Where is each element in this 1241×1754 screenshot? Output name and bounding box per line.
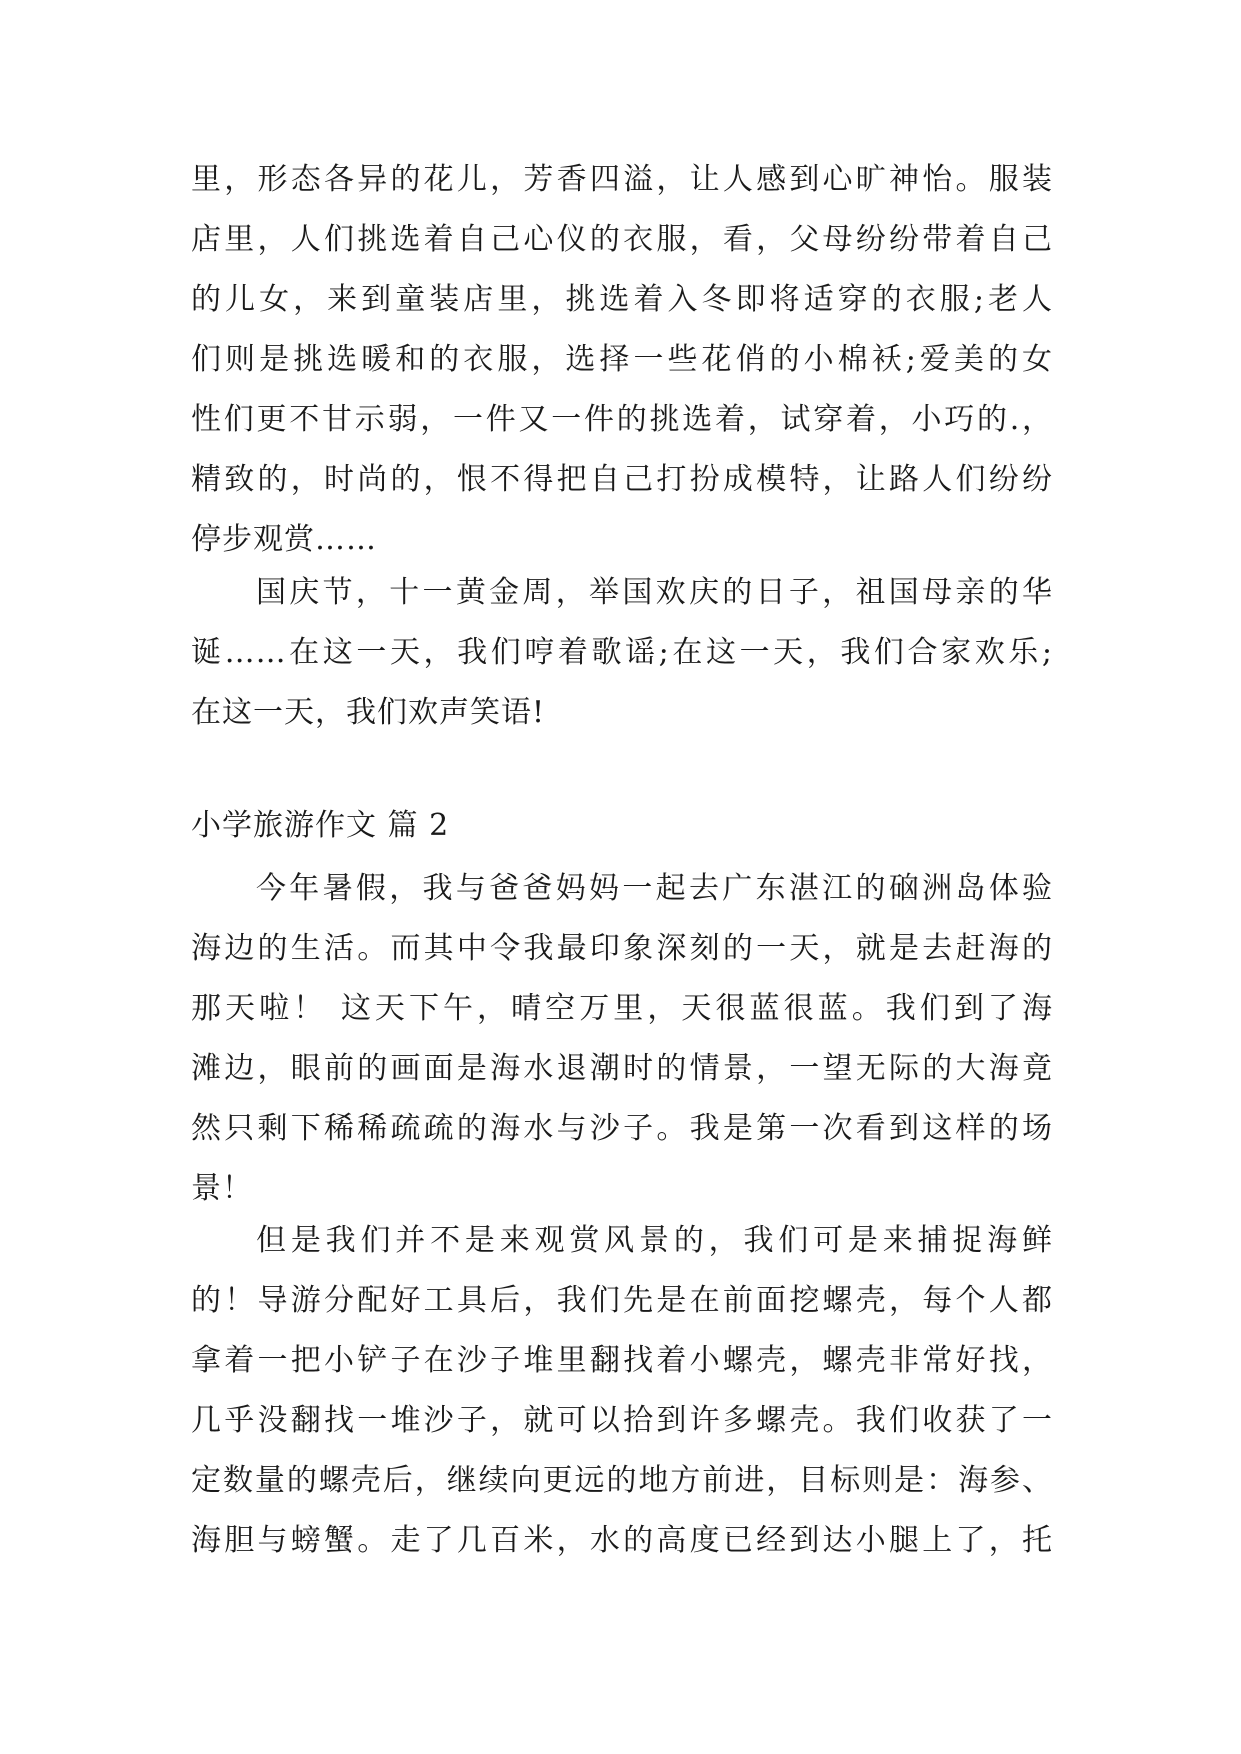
text-line: 滩边，眼前的画面是海水退潮时的情景，一望无际的大海竟 [191,1051,1053,1086]
text-line: 海胆与螃蟹。走了几百米，水的高度已经到达小腿上了，托 [191,1523,1053,1558]
text-line: 国庆节，十一黄金周，举国欢庆的日子，祖国母亲的华 [256,575,1053,610]
text-line: 海边的生活。而其中令我最印象深刻的一天，就是去赶海的 [191,931,1053,966]
text-line: 几乎没翻找一堆沙子，就可以拾到许多螺壳。我们收获了一 [191,1403,1053,1438]
text-line: 诞……在这一天，我们哼着歌谣;在这一天，我们合家欢乐; [191,635,1053,670]
text-line: 但是我们并不是来观赏风景的，我们可是来捕捉海鲜 [256,1223,1053,1258]
paragraph-1 [191,150,1053,570]
paragraph-3 [191,859,1053,1219]
text-line: 精致的，时尚的，恨不得把自己打扮成模特，让路人们纷纷 [191,462,1053,497]
text-line: 今年暑假，我与爸爸妈妈一起去广东湛江的硇洲岛体验 [256,871,1053,906]
text-line: 店里，人们挑选着自己心仪的衣服，看，父母纷纷带着自己 [191,222,1053,257]
text-line: 的！导游分配好工具后，我们先是在前面挖螺壳，每个人都 [191,1283,1053,1318]
text-line: 定数量的螺壳后，继续向更远的地方前进，目标则是：海参、 [191,1463,1053,1498]
section-heading: 小学旅游作文 篇 2 [191,808,450,843]
text-line: 景！ [191,1171,253,1206]
paragraph-2 [191,563,1053,743]
text-line: 拿着一把小铲子在沙子堆里翻找着小螺壳，螺壳非常好找， [191,1343,1053,1378]
text-line: 然只剩下稀稀疏疏的海水与沙子。我是第一次看到这样的场 [191,1111,1053,1146]
text-line: 的儿女，来到童装店里，挑选着入冬即将适穿的衣服;老人 [191,282,1053,317]
text-line: 们则是挑选暖和的衣服，选择一些花俏的小棉袄;爱美的女 [191,342,1053,377]
text-line: 里，形态各异的花儿，芳香四溢，让人感到心旷神怡。服装 [191,162,1053,197]
text-line: 那天啦！ 这天下午，晴空万里，天很蓝很蓝。我们到了海 [191,991,1053,1026]
paragraph-4 [191,1211,1053,1571]
text-line: 性们更不甘示弱，一件又一件的挑选着，试穿着，小巧的.， [191,402,1053,437]
text-line: 停步观赏…… [191,522,377,557]
text-line: 在这一天，我们欢声笑语! [191,695,546,730]
